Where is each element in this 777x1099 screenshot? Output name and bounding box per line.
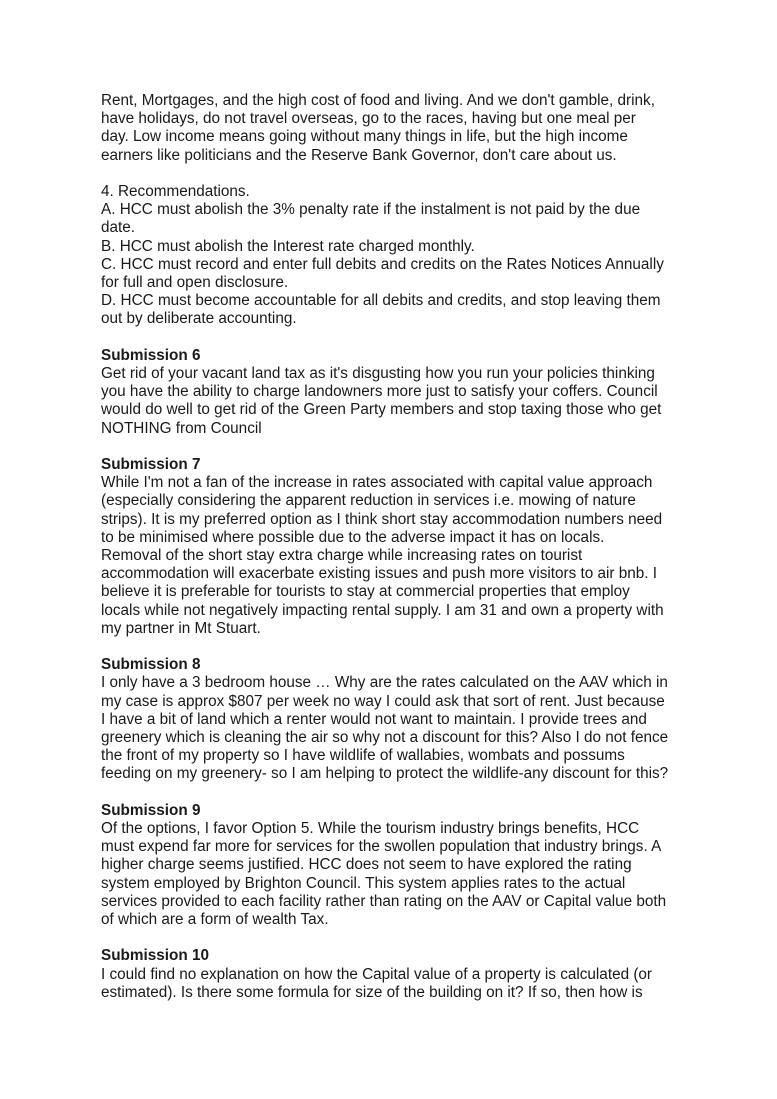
submission-line: the front of my property so I have wildlife of wallabies, wombats and possums: [101, 747, 625, 765]
submission-line: Of the options, I favor Option 5. While the tourism industry brings benefits, HCC: [101, 820, 640, 838]
submission-line: feeding on my greenery- so I am helping to protect the wildlife-any discount for this?: [101, 765, 669, 783]
submission-line: locals while not negatively impacting rental supply. I am 31 and own a property with: [101, 601, 664, 619]
submission-line: must expend far more for services for the swollen population that industry brings. A: [101, 838, 662, 856]
submission-7: [101, 456, 691, 638]
recommendations-heading: 4. Recommendations.: [101, 183, 250, 200]
intro-line: Rent, Mortgages, and the high cost of food and living. And we don't gamble, drink,: [101, 92, 655, 109]
recommendation-line: date.: [101, 219, 136, 237]
submission-9: [101, 802, 691, 929]
submission-line: would do well to get rid of the Green Party members and stop taxing those who get: [101, 401, 662, 419]
recommendation-line: A. HCC must abolish the 3% penalty rate if the instalment is not paid by the due: [101, 201, 641, 219]
recommendation-line: C. HCC must record and enter full debits and credits on the Rates Notices Annually: [101, 255, 664, 273]
recommendations-section: [101, 183, 691, 329]
document-page: [101, 92, 691, 1020]
intro-paragraph: [101, 92, 691, 165]
recommendation-line: for full and open disclosure.: [101, 274, 289, 292]
submission-line: my case is approx $807 per week no way I could ask that sort of rent. Just because: [101, 692, 665, 710]
submission-heading: Submission 9: [101, 801, 201, 819]
submission-line: I could find no explanation on how the Capital value of a property is calculated (or: [101, 965, 653, 983]
intro-line: have holidays, do not travel overseas, go to the races, having but one meal per: [101, 110, 636, 128]
submission-line: greenery which is cleaning the air so why not a discount for this? Also I do not fence: [101, 729, 669, 747]
submission-line: (especially considering the apparent reduction in services i.e. mowing of nature: [101, 492, 636, 510]
submission-heading: Submission 7: [101, 456, 201, 474]
submission-line: I have a bit of land which a renter would not want to maintain. I provide trees and: [101, 710, 647, 728]
submission-line: Removal of the short stay extra charge while increasing rates on tourist: [101, 547, 583, 565]
submission-line: NOTHING from Council: [101, 419, 262, 437]
submission-heading: Submission 8: [101, 656, 201, 674]
recommendation-line: D. HCC must become accountable for all debits and credits, and stop leaving them: [101, 292, 661, 310]
submission-line: strips). It is my preferred option as I think short stay accommodation numbers need: [101, 510, 663, 528]
submission-line: I only have a 3 bedroom house … Why are the rates calculated on the AAV which in: [101, 674, 668, 692]
submission-line: system employed by Brighton Council. This system applies rates to the actual: [101, 874, 626, 892]
submission-10: [101, 947, 691, 1002]
submission-line: my partner in Mt Stuart.: [101, 619, 261, 637]
submission-line: services provided to each facility rather than rating on the AAV or Capital value both: [101, 892, 667, 910]
submission-line: estimated). Is there some formula for size of the building on it? If so, then how is: [101, 983, 643, 1001]
submission-line: Get rid of your vacant land tax as it's disgusting how you run your policies thinking: [101, 365, 655, 383]
submission-line: higher charge seems justified. HCC does not seem to have explored the rating: [101, 856, 632, 874]
submission-line: believe it is preferable for tourists to stay at commercial properties that employ: [101, 583, 630, 601]
intro-line: earners like politicians and the Reserve Bank Governor, don't care about us.: [101, 146, 617, 164]
submission-line: While I'm not a fan of the increase in rates associated with capital value approach: [101, 474, 653, 492]
submission-line: you have the ability to charge landowners more just to satisfy your coffers. Council: [101, 383, 658, 401]
submission-line: of which are a form of wealth Tax.: [101, 911, 329, 929]
intro-line: day. Low income means going without many things in life, but the high income: [101, 128, 628, 146]
recommendation-line: B. HCC must abolish the Interest rate charged monthly.: [101, 237, 475, 255]
submission-6: [101, 347, 691, 438]
submission-line: to be minimised where possible due to the adverse impact it has on locals.: [101, 528, 605, 546]
recommendation-line: out by deliberate accounting.: [101, 310, 297, 328]
submission-heading: Submission 6: [101, 346, 201, 364]
submission-8: [101, 656, 691, 783]
submission-line: accommodation will exacerbate existing issues and push more visitors to air bnb. I: [101, 565, 658, 583]
submission-heading: Submission 10: [101, 947, 209, 965]
